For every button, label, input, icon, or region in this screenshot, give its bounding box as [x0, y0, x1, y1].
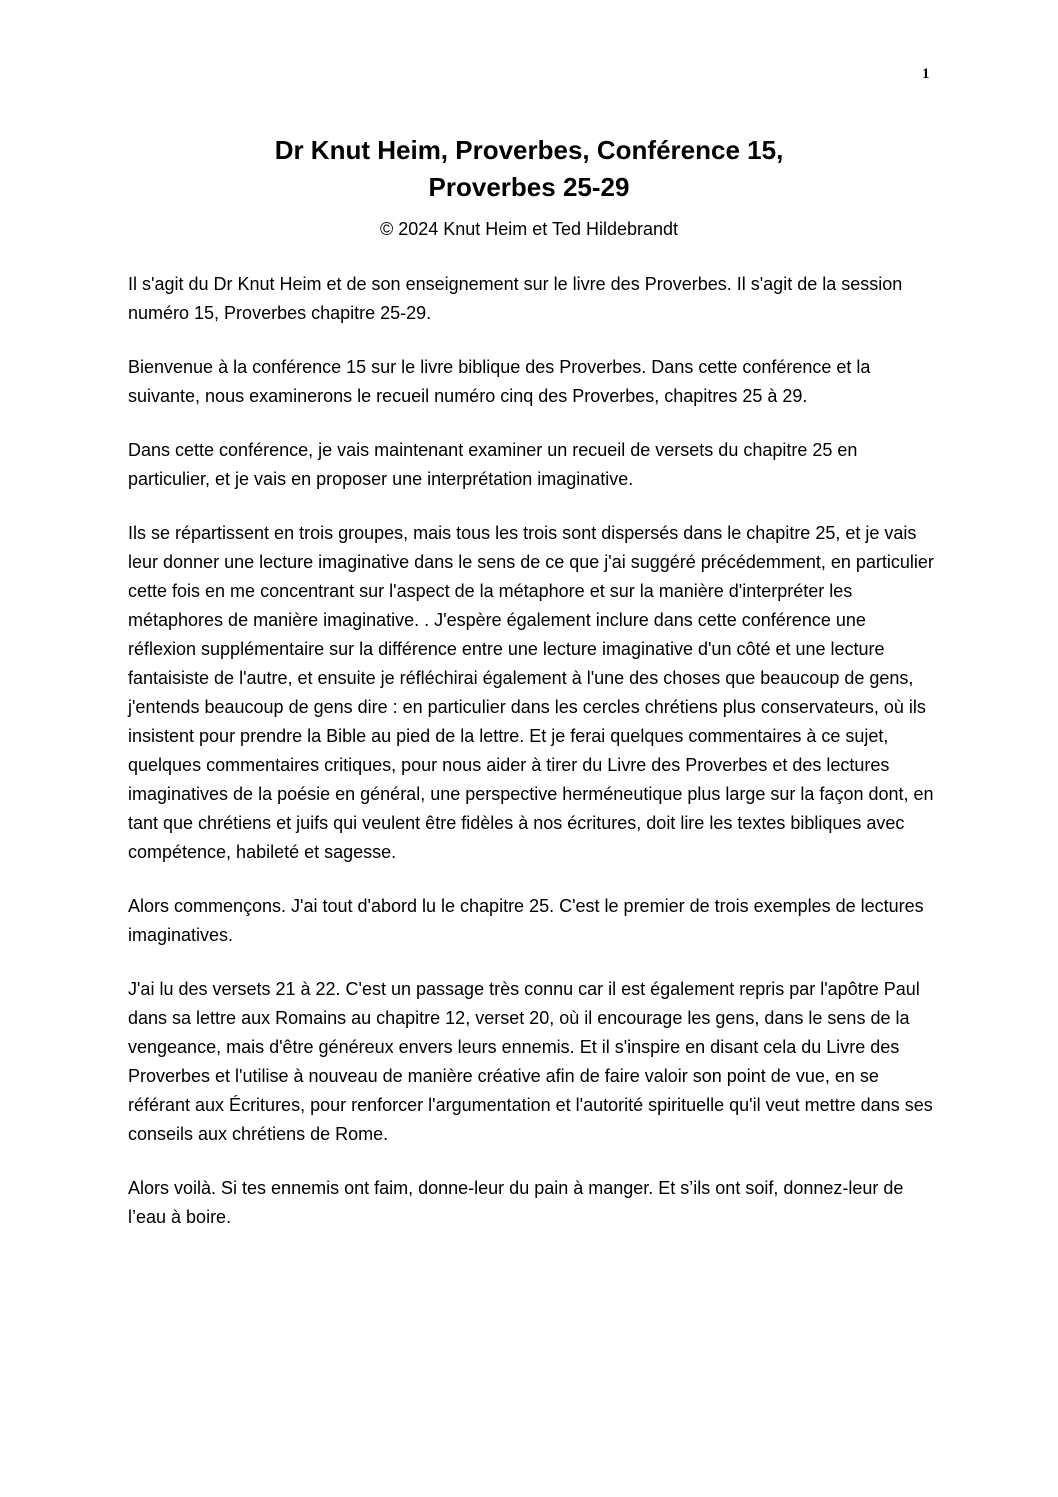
copyright-notice: © 2024 Knut Heim et Ted Hildebrandt — [379, 219, 679, 239]
document-body — [128, 270, 938, 1257]
paragraph: Alors voilà. Si tes ennemis ont faim, donne-leur du pain à manger. Et s’ils ont soif, donnez-leur de l’eau à boire. — [128, 1178, 904, 1227]
page-number: 1 — [922, 66, 930, 82]
document-title — [0, 132, 1058, 206]
paragraph: Bienvenue à la conférence 15 sur le livre biblique des Proverbes. Dans cette conférence et la suivante, nous examinerons le recueil numéro cinq des Proverbes, chapitres 25 à 29. — [128, 357, 871, 406]
paragraph: J'ai lu des versets 21 à 22. C'est un passage très connu car il est également repris par l'apôtre Paul dans sa lettre aux Romains au chapitre 12, verset 20, où il encourage les gens, dans le sens de la vengeance, mais d'être généreux envers leurs ennemis. Et il s'inspire en disant cela du Livre des Proverbes et l'utilise à nouveau de manière créative afin de faire valoir son point de vue, en se référant aux Écritures, pour renforcer l'argumentation et l'autorité spirituelle qu'il veut mettre dans ses conseils aux chrétiens de Rome. — [128, 979, 933, 1144]
paragraph: Alors commençons. J'ai tout d'abord lu le chapitre 25. C'est le premier de trois exemples de lectures imaginatives. — [128, 896, 924, 945]
paragraph: Dans cette conférence, je vais maintenant examiner un recueil de versets du chapitre 25 en particulier, et je vais en proposer une interprétation imaginative. — [128, 440, 858, 489]
paragraph: Ils se répartissent en trois groupes, mais tous les trois sont dispersés dans le chapitre 25, et je vais leur donner une lecture imaginative dans le sens de ce que j'ai suggéré précédemment, en particulier cette fois en me concentrant sur l'aspect de la métaphore et sur la manière d'interpréter les métaphores de manière imaginative. . J'espère également inclure dans cette conférence une réflexion supplémentaire sur la différence entre une lecture imaginative d'un côté et une lecture fantaisiste de l'autre, et ensuite je réfléchirai également à l'une des choses que beaucoup de gens, j'entends beaucoup de gens dire : en particulier dans les cercles chrétiens plus conservateurs, où ils insistent pour prendre la Bible au pied de la lettre. Et je ferai quelques commentaires à ce sujet, quelques commentaires critiques, pour nous aider à tirer du Livre des Proverbes et des lectures imaginatives de la poésie en général, une perspective herméneutique plus large sur la façon dont, en tant que chrétiens et juifs qui veulent être fidèles à nos écritures, doit lire les textes bibliques avec compétence, habileté et sagesse. — [128, 523, 934, 862]
paragraph: Il s'agit du Dr Knut Heim et de son enseignement sur le livre des Proverbes. Il s'agit de la session numéro 15, Proverbes chapitre 25-29. — [128, 274, 903, 323]
title-line-1: Dr Knut Heim, Proverbes, Conférence 15, — [274, 135, 784, 165]
title-line-2: Proverbes 25-29 — [428, 172, 630, 202]
